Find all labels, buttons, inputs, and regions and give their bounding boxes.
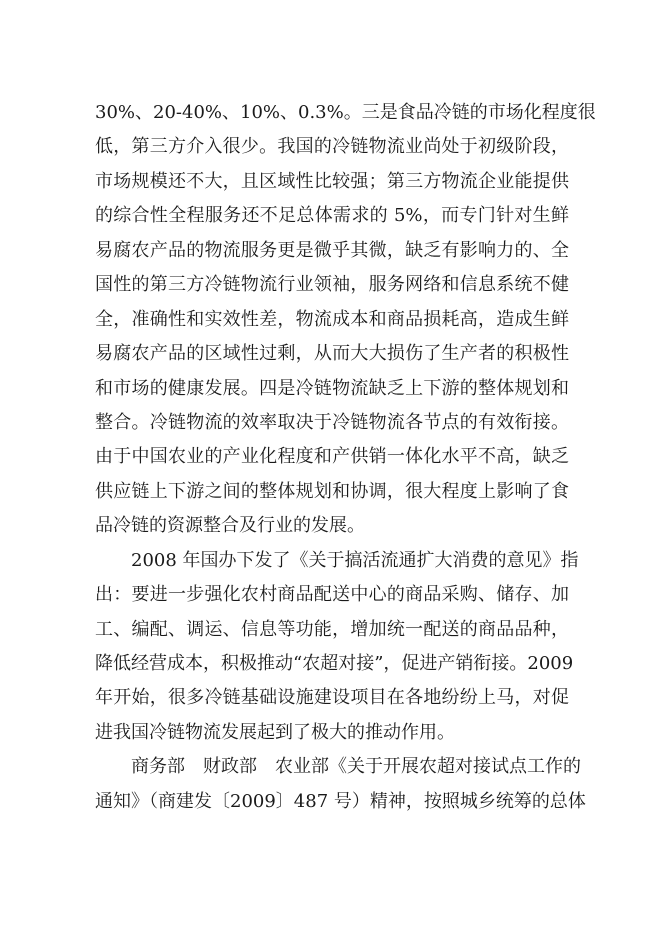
text-line: 通知》（商建发〔2009〕487 号）精神，按照城乡统筹的总体 <box>95 790 586 812</box>
text-line: 的综合性全程服务还不足总体需求的 5%，而专门针对生鲜 <box>95 205 569 227</box>
text-line: 易腐农产品的物流服务更是微乎其微，缺乏有影响力的、全 <box>95 239 569 261</box>
paragraph-end-line: 品冷链的资源整合及行业的发展。 <box>95 515 365 537</box>
text-line: 低，第三方介入很少。我国的冷链物流业尚处于初级阶段， <box>95 136 569 158</box>
text-line: 30%、20-40%、10%、0.3%。三是食品冷链的市场化程度很 <box>95 102 596 123</box>
text-line: 全，准确性和实效性差，物流成本和商品损耗高，造成生鲜 <box>95 308 569 330</box>
text-line: 整合。冷链物流的效率取决于冷链物流各节点的有效衔接。 <box>95 411 569 433</box>
text-line: 和市场的健康发展。四是冷链物流缺乏上下游的整体规划和 <box>95 377 569 399</box>
paragraph-end-line: 进我国冷链物流发展起到了极大的推动作用。 <box>95 721 455 743</box>
text-line: 国性的第三方冷链物流行业领袖，服务网络和信息系统不健 <box>95 274 569 296</box>
text-line: 年开始，很多冷链基础设施建设项目在各地纷纷上马，对促 <box>95 687 569 709</box>
text-line: 出：要进一步强化农村商品配送中心的商品采购、储存、加 <box>95 584 569 606</box>
text-line: 供应链上下游之间的整体规划和协调，很大程度上影响了食 <box>95 480 569 502</box>
body-text <box>95 96 596 819</box>
paragraph-start-line: 商务部 财政部 农业部《关于开展农超对接试点工作的 <box>131 756 581 778</box>
text-line: 由于中国农业的产业化程度和产供销一体化水平不高，缺乏 <box>95 446 569 468</box>
text-line: 易腐农产品的区域性过剩，从而大大损伤了生产者的积极性 <box>95 343 569 365</box>
paragraph-start-line: 2008 年国办下发了《关于搞活流通扩大消费的意见》指 <box>131 549 579 571</box>
text-line: 降低经营成本，积极推动“农超对接”，促进产销衔接。2009 <box>95 653 574 674</box>
text-line: 市场规模还不大，且区域性比较强；第三方物流企业能提供 <box>95 170 569 192</box>
text-line: 工、编配、调运、信息等功能，增加统一配送的商品品种， <box>95 618 569 640</box>
